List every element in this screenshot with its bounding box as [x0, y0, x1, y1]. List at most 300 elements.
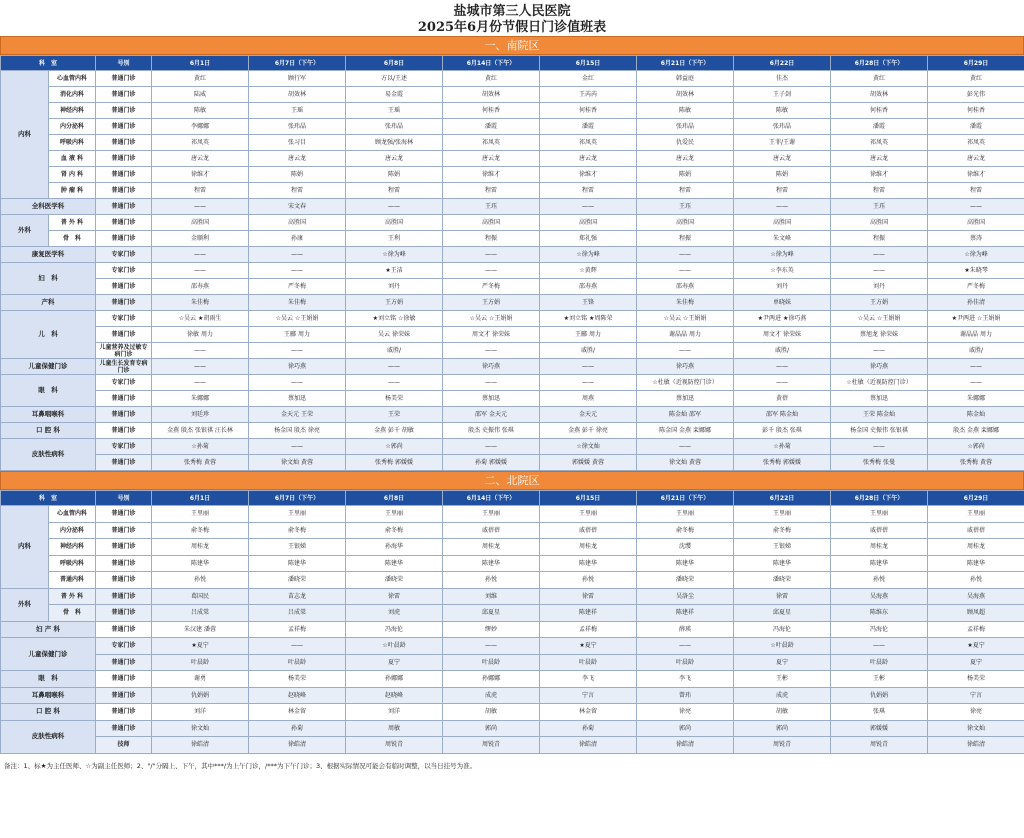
doctor-cell: 陈建华: [734, 555, 831, 572]
doctor-cell: 叶晨龄: [443, 654, 540, 671]
doctor-cell: 陈敏: [152, 103, 249, 119]
doctor-cell: ☆叶晨龄: [346, 638, 443, 655]
doctor-cell: 周锐青: [443, 737, 540, 754]
doctor-cell: 吕成棠: [152, 605, 249, 622]
doctor-cell: 徐雷: [346, 588, 443, 605]
clinic-type: 普通门诊: [96, 151, 152, 167]
clinic-type: 普通门诊: [96, 87, 152, 103]
doctor-cell: 夏宁: [928, 654, 1024, 671]
doctor-cell: 李娜娜: [152, 119, 249, 135]
doctor-cell: ——: [928, 199, 1024, 215]
doctor-cell: 孙海华: [346, 539, 443, 556]
doctor-cell: ——: [540, 375, 637, 391]
doctor-cell: 徐维才: [928, 167, 1024, 183]
clinic-type: 普通门诊: [96, 135, 152, 151]
doctor-cell: ——: [734, 359, 831, 375]
doctor-cell: ——: [637, 247, 734, 263]
clinic-type: 专家门诊: [96, 263, 152, 279]
doctor-cell: ——: [443, 638, 540, 655]
doctor-cell: 程雷: [928, 183, 1024, 199]
clinic-type: 普通门诊: [96, 621, 152, 638]
doctor-cell: 刘洋: [346, 704, 443, 721]
doctor-cell: 王郦 周力: [249, 327, 346, 343]
doctor-cell: 孙康: [249, 231, 346, 247]
doctor-cell: 周桂龙: [540, 539, 637, 556]
doctor-cell: 宁言: [540, 687, 637, 704]
doctor-cell: 潘晓荣: [346, 572, 443, 589]
hospital-name: 盐城市第三人民医院: [0, 4, 1024, 20]
column-header: 6月15日: [540, 491, 637, 506]
doctor-cell: 刘丹: [734, 279, 831, 295]
clinic-type: 普通门诊: [96, 588, 152, 605]
doctor-cell: ☆黄辉: [540, 263, 637, 279]
doctor-cell: 祁凤英: [540, 135, 637, 151]
doctor-cell: 易金霞: [346, 87, 443, 103]
doctor-cell: ——: [152, 263, 249, 279]
department-name: 妇 科: [1, 263, 96, 295]
column-header: 6月1日: [152, 56, 249, 71]
doctor-cell: 戚胜/: [928, 343, 1024, 359]
doctor-cell: ——: [540, 359, 637, 375]
doctor-cell: 邵寿燕: [637, 279, 734, 295]
doctor-cell: 戚胜/: [540, 343, 637, 359]
doctor-cell: 程雷: [734, 183, 831, 199]
table-row: [1, 605, 1024, 622]
doctor-cell: 郭尚: [734, 720, 831, 737]
section-south-title: 一、南院区: [0, 36, 1024, 55]
clinic-type: 专家门诊: [96, 638, 152, 655]
doctor-cell: 徐皓清: [637, 737, 734, 754]
doctor-cell: 吴云 徐荣妹: [346, 327, 443, 343]
doctor-cell: 唐云龙: [831, 151, 928, 167]
doctor-cell: 王里丽: [637, 506, 734, 523]
doctor-cell: 俞冬梅: [637, 522, 734, 539]
table-header-row: [1, 56, 1024, 71]
doctor-cell: 佳杰: [734, 71, 831, 87]
doctor-cell: 何桂香: [928, 103, 1024, 119]
doctor-cell: 王瑶: [346, 103, 443, 119]
table-row: [1, 279, 1024, 295]
table-row: [1, 391, 1024, 407]
doctor-cell: ☆徐为峰: [928, 247, 1024, 263]
doctor-cell: ☆吴云 ☆王娟娟: [637, 311, 734, 327]
doctor-cell: 孟祥梅: [540, 621, 637, 638]
doctor-cell: 徐亮: [637, 704, 734, 721]
doctor-cell: ——: [152, 375, 249, 391]
table-row: [1, 183, 1024, 199]
department-name: 外科: [1, 588, 49, 621]
doctor-cell: 徐巧燕: [637, 359, 734, 375]
doctor-cell: 何桂香: [443, 103, 540, 119]
doctor-cell: 陈建华: [249, 555, 346, 572]
table-row: [1, 506, 1024, 523]
doctor-cell: 朱佳梅: [249, 295, 346, 311]
doctor-cell: 黄红: [443, 71, 540, 87]
table-row: [1, 359, 1024, 375]
doctor-cell: 金顺利: [152, 231, 249, 247]
table-row: [1, 621, 1024, 638]
doctor-cell: 林金留: [249, 704, 346, 721]
doctor-cell: ——: [734, 375, 831, 391]
sub-department-name: 神经内科: [49, 103, 96, 119]
doctor-cell: 王郦 周力: [540, 327, 637, 343]
doctor-cell: ☆吴云 ☆王娟娟: [831, 311, 928, 327]
clinic-type: 普通门诊: [96, 654, 152, 671]
doctor-cell: 刘洋: [152, 704, 249, 721]
doctor-cell: 陈娟: [637, 167, 734, 183]
doctor-cell: 徐维才: [152, 167, 249, 183]
table-row: [1, 654, 1024, 671]
department-name: 内科: [1, 71, 49, 199]
doctor-cell: 王方娟: [443, 295, 540, 311]
doctor-cell: 李飞: [637, 671, 734, 688]
sub-department-name: 普通内科: [49, 572, 96, 589]
footnote: 备注：1、标★为主任医师、☆为副主任医师；2、"/"分隔上、下午，其中***/为上午门诊，/***为下午门诊；3、根据实际情况可能会有临时调整，以当日挂号为准。: [0, 761, 1024, 770]
doctor-cell: ——: [637, 439, 734, 455]
doctor-cell: 程雷: [540, 183, 637, 199]
doctor-cell: 徐皓清: [152, 737, 249, 754]
doctor-cell: 徐巧燕: [443, 359, 540, 375]
doctor-cell: 周桂龙: [928, 539, 1024, 556]
doctor-cell: 王银娣: [734, 539, 831, 556]
doctor-cell: 王瑶: [249, 103, 346, 119]
doctor-cell: 孙佳清: [928, 295, 1024, 311]
doctor-cell: 唐云龙: [637, 151, 734, 167]
clinic-type: 普通门诊: [96, 539, 152, 556]
doctor-cell: 胡效林: [831, 87, 928, 103]
doctor-cell: 朱文峰: [734, 231, 831, 247]
sub-department-name: 内分泌科: [49, 119, 96, 135]
doctor-cell: 唐云龙: [734, 151, 831, 167]
doctor-cell: 王里丽: [831, 506, 928, 523]
doctor-cell: 孟祥梅: [249, 621, 346, 638]
doctor-cell: 刘廷珍: [152, 407, 249, 423]
doctor-cell: 张秀梅 黄蓉: [152, 455, 249, 471]
doctor-cell: 孙悦: [152, 572, 249, 589]
column-header: 号别: [96, 56, 152, 71]
doctor-cell: 黄红: [831, 71, 928, 87]
doctor-cell: 邵军 金天元: [443, 407, 540, 423]
clinic-type: 技师: [96, 737, 152, 754]
doctor-cell: 陈敏: [734, 103, 831, 119]
doctor-cell: 程雷: [346, 183, 443, 199]
doctor-cell: 祁凤英: [831, 135, 928, 151]
doctor-cell: 王方娟: [831, 295, 928, 311]
table-row: [1, 231, 1024, 247]
doctor-cell: 张秀梅 黄蓉: [928, 455, 1024, 471]
doctor-cell: 殷杰 金燕 栾娜娜: [928, 423, 1024, 439]
doctor-cell: 胡敏: [734, 704, 831, 721]
doctor-cell: 徐皓清: [249, 737, 346, 754]
doctor-cell: 叶晨龄: [540, 654, 637, 671]
doctor-cell: 唐云龙: [249, 151, 346, 167]
doctor-cell: 蔡加迅: [249, 391, 346, 407]
doctor-cell: ★刘立铭 ★周陈荣: [540, 311, 637, 327]
department-name: 儿童保健门诊: [1, 359, 96, 375]
doctor-cell: 陆威: [152, 87, 249, 103]
doctor-cell: 曾玮: [637, 687, 734, 704]
doctor-cell: ——: [152, 359, 249, 375]
doctor-cell: 孙菊: [249, 720, 346, 737]
doctor-cell: 周桂龙: [152, 539, 249, 556]
doctor-cell: 刘丹: [831, 279, 928, 295]
north-schedule-table: [0, 490, 1024, 754]
doctor-cell: ——: [831, 247, 928, 263]
doctor-cell: 金燕 殷杰 张银祺 汪长林: [152, 423, 249, 439]
table-row: [1, 135, 1024, 151]
sub-department-name: 心血管内科: [49, 71, 96, 87]
column-header: 6月22日: [734, 56, 831, 71]
doctor-cell: 徐维才: [540, 167, 637, 183]
doctor-cell: 高胜国: [346, 215, 443, 231]
doctor-cell: 唐云龙: [540, 151, 637, 167]
table-header-row: [1, 491, 1024, 506]
doctor-cell: ——: [249, 247, 346, 263]
doctor-cell: 戚蓓蓓: [831, 522, 928, 539]
doctor-cell: 唐云龙: [443, 151, 540, 167]
sub-department-name: 心血管内科: [49, 506, 96, 523]
doctor-cell: ☆吴云 ★胡雨生: [152, 311, 249, 327]
doctor-cell: 周桂龙: [831, 539, 928, 556]
table-row: [1, 555, 1024, 572]
doctor-cell: 程雷: [443, 183, 540, 199]
doctor-cell: 顾行军: [249, 71, 346, 87]
table-row: [1, 737, 1024, 754]
column-header: 6月1日: [152, 491, 249, 506]
doctor-cell: 徐巧燕: [249, 359, 346, 375]
clinic-type: 普通门诊: [96, 167, 152, 183]
doctor-cell: 彭光伟: [928, 87, 1024, 103]
clinic-type: 普通门诊: [96, 671, 152, 688]
doctor-cell: 周锐青: [346, 737, 443, 754]
doctor-cell: 徐雷: [540, 588, 637, 605]
table-row: [1, 327, 1024, 343]
doctor-cell: 吴海燕: [831, 588, 928, 605]
doctor-cell: ——: [443, 247, 540, 263]
clinic-type: 儿童营养及过敏专病门诊: [96, 343, 152, 359]
doctor-cell: 吕成棠: [249, 605, 346, 622]
clinic-type: 普通门诊: [96, 522, 152, 539]
doctor-cell: 赵晓峰: [249, 687, 346, 704]
doctor-cell: 朱佳梅: [637, 295, 734, 311]
doctor-cell: 夏宁: [734, 654, 831, 671]
doctor-cell: 苗志龙: [249, 588, 346, 605]
doctor-cell: 周文才 徐荣妹: [734, 327, 831, 343]
doctor-cell: 王珏: [831, 199, 928, 215]
doctor-cell: ☆徐文灿: [540, 439, 637, 455]
doctor-cell: 王彬: [734, 671, 831, 688]
doctor-cell: 徐皓清: [928, 737, 1024, 754]
doctor-cell: 祁凤英: [443, 135, 540, 151]
doctor-cell: 蔡涛: [928, 231, 1024, 247]
doctor-cell: 陈建华: [540, 555, 637, 572]
department-name: 产科: [1, 295, 96, 311]
doctor-cell: 冯海伦: [346, 621, 443, 638]
doctor-cell: 潘晓荣: [734, 572, 831, 589]
doctor-cell: 蔡旭龙 徐荣妹: [831, 327, 928, 343]
doctor-cell: 胡效林: [249, 87, 346, 103]
doctor-cell: 薛瑛: [637, 621, 734, 638]
doctor-cell: ——: [443, 375, 540, 391]
doctor-cell: 潘霞: [831, 119, 928, 135]
doctor-cell: 孟祥梅: [928, 621, 1024, 638]
table-row: [1, 87, 1024, 103]
table-row: [1, 151, 1024, 167]
doctor-cell: 叶晨龄: [249, 654, 346, 671]
doctor-cell: 潘晓荣: [249, 572, 346, 589]
doctor-cell: ——: [152, 343, 249, 359]
clinic-type: 普通门诊: [96, 687, 152, 704]
doctor-cell: 唐云龙: [928, 151, 1024, 167]
doctor-cell: 孙悦: [540, 572, 637, 589]
doctor-cell: 谢勇: [152, 671, 249, 688]
department-name: 康复医学科: [1, 247, 96, 263]
doctor-cell: 郭媛媛 黄蓉: [540, 455, 637, 471]
doctor-cell: ——: [346, 375, 443, 391]
column-header: 6月14日（下午）: [443, 491, 540, 506]
doctor-cell: 黄蓓: [734, 391, 831, 407]
doctor-cell: ——: [249, 343, 346, 359]
column-header: 6月8日: [346, 491, 443, 506]
doctor-cell: 单晓妹: [734, 295, 831, 311]
table-row: [1, 720, 1024, 737]
doctor-cell: 王里丽: [346, 506, 443, 523]
doctor-cell: 胡效林: [637, 87, 734, 103]
clinic-type: 普通门诊: [96, 327, 152, 343]
doctor-cell: ——: [249, 375, 346, 391]
column-header: 6月29日: [928, 491, 1024, 506]
doctor-cell: 唐云龙: [152, 151, 249, 167]
doctor-cell: 陈娟: [346, 167, 443, 183]
doctor-cell: 高胜国: [637, 215, 734, 231]
doctor-cell: 黄红: [928, 71, 1024, 87]
sub-department-name: 骨 科: [49, 231, 96, 247]
column-header: 6月22日: [734, 491, 831, 506]
table-row: [1, 199, 1024, 215]
doctor-cell: 成虎: [443, 687, 540, 704]
doctor-cell: 高胜国: [540, 215, 637, 231]
table-row: [1, 455, 1024, 471]
column-header: 6月28日（下午）: [831, 56, 928, 71]
doctor-cell: 蔡加迅: [443, 391, 540, 407]
column-header: 科 室: [1, 56, 96, 71]
doctor-cell: 高胜国: [831, 215, 928, 231]
doctor-cell: 周桂龙: [443, 539, 540, 556]
doctor-cell: 彭千 殷杰 张琪: [734, 423, 831, 439]
department-name: 妇 产 科: [1, 621, 96, 638]
doctor-cell: 张秀梅 郭媛媛: [346, 455, 443, 471]
doctor-cell: 邵寿燕: [152, 279, 249, 295]
doctor-cell: 俞冬梅: [152, 522, 249, 539]
doctor-cell: 谢晶晶 周力: [637, 327, 734, 343]
doctor-cell: 王银娣: [249, 539, 346, 556]
doctor-cell: 邵寿燕: [540, 279, 637, 295]
doctor-cell: 徐巧燕: [831, 359, 928, 375]
table-row: [1, 539, 1024, 556]
clinic-type: 普通门诊: [96, 103, 152, 119]
doctor-cell: 潘霞: [540, 119, 637, 135]
doctor-cell: 徐雷: [734, 588, 831, 605]
doctor-cell: ——: [443, 439, 540, 455]
doctor-cell: 金天元 王荣: [249, 407, 346, 423]
clinic-type: 普通门诊: [96, 572, 152, 589]
doctor-cell: ☆孙菊: [734, 439, 831, 455]
clinic-type: 普通门诊: [96, 183, 152, 199]
doctor-cell: 郑礼强: [540, 231, 637, 247]
doctor-cell: 陈建华: [928, 555, 1024, 572]
doctor-cell: 周锐青: [831, 737, 928, 754]
clinic-type: 普通门诊: [96, 423, 152, 439]
doctor-cell: 金燕 彭千 胡敏: [346, 423, 443, 439]
sub-department-name: 神经内科: [49, 539, 96, 556]
doctor-cell: 戚蓓蓓: [443, 522, 540, 539]
department-name: 儿童保健门诊: [1, 638, 96, 671]
doctor-cell: 高胜国: [249, 215, 346, 231]
doctor-cell: 刘维: [443, 588, 540, 605]
doctor-cell: 王芮芮: [540, 87, 637, 103]
doctor-cell: ——: [637, 343, 734, 359]
doctor-cell: ☆叶晨龄: [734, 638, 831, 655]
doctor-cell: 李飞: [540, 671, 637, 688]
doctor-cell: 韩益庭: [637, 71, 734, 87]
doctor-cell: 徐维才: [831, 167, 928, 183]
south-schedule-table: [0, 55, 1024, 471]
sub-department-name: 内分泌科: [49, 522, 96, 539]
department-name: 耳鼻咽喉科: [1, 687, 96, 704]
doctor-cell: ——: [831, 343, 928, 359]
doctor-cell: 郭尚: [637, 720, 734, 737]
doctor-cell: 冯海伦: [831, 621, 928, 638]
column-header: 6月7日（下午）: [249, 491, 346, 506]
doctor-cell: 程振: [443, 231, 540, 247]
doctor-cell: 孙菊: [540, 720, 637, 737]
table-row: [1, 439, 1024, 455]
doctor-cell: 孙娜娜: [346, 671, 443, 688]
doctor-cell: 冯海伦: [734, 621, 831, 638]
doctor-cell: 仇娟娟: [831, 687, 928, 704]
doctor-cell: 刘虎: [346, 605, 443, 622]
doctor-cell: 周锐青: [734, 737, 831, 754]
doctor-cell: ☆郭尚: [346, 439, 443, 455]
doctor-cell: 成虎: [734, 687, 831, 704]
doctor-cell: 陈建祥: [637, 605, 734, 622]
doctor-cell: 戚胜/: [346, 343, 443, 359]
doctor-cell: 陈金灿 邵军: [637, 407, 734, 423]
doctor-cell: 叶晨龄: [152, 654, 249, 671]
doctor-cell: 杨美荣: [249, 671, 346, 688]
doctor-cell: 金燕 彭千 徐亮: [540, 423, 637, 439]
doctor-cell: ——: [734, 199, 831, 215]
sub-department-name: 消化内科: [49, 87, 96, 103]
clinic-type: 普通门诊: [96, 720, 152, 737]
clinic-type: 儿童生长发育专病门诊: [96, 359, 152, 375]
department-name: 全科医学科: [1, 199, 96, 215]
doctor-cell: 陈娟: [249, 167, 346, 183]
clinic-type: 专家门诊: [96, 247, 152, 263]
doctor-cell: 程振: [637, 231, 734, 247]
doctor-cell: ★夏宁: [540, 638, 637, 655]
doctor-cell: 王里丽: [249, 506, 346, 523]
doctor-cell: 高胜国: [443, 215, 540, 231]
doctor-cell: 张玮晶: [346, 119, 443, 135]
doctor-cell: 戚蓓蓓: [540, 522, 637, 539]
column-header: 号别: [96, 491, 152, 506]
doctor-cell: 徐文灿 黄蓉: [637, 455, 734, 471]
table-row: [1, 588, 1024, 605]
doctor-cell: 王子剑: [734, 87, 831, 103]
sub-department-name: 普 外 科: [49, 588, 96, 605]
doctor-cell: 殷杰 史振伟 张琪: [443, 423, 540, 439]
